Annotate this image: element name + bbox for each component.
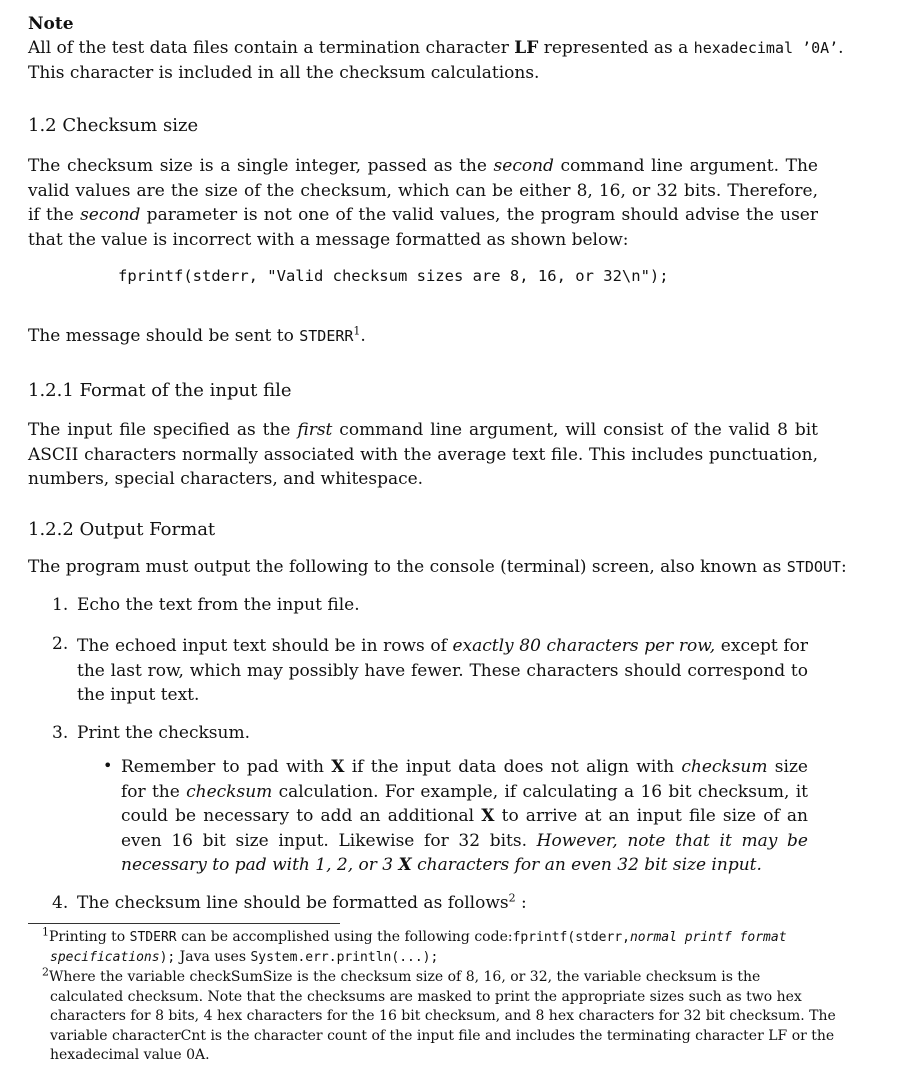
para-text: The echoed input text should be in rows of [77, 636, 453, 656]
footnote-divider [28, 923, 340, 924]
footnote-ref-2: 2 [508, 891, 516, 905]
footnote-text: Printing to [49, 929, 130, 945]
emph-second: second [493, 156, 554, 176]
output-intro [28, 557, 847, 577]
checksum-size-paragraph [28, 154, 818, 252]
para-text: except for the last row, which may possibly have fewer. These characters should correspond to the input text. [77, 636, 808, 705]
emph-second: second [80, 205, 141, 225]
para-text: to arrive at an input file size of an even 16 bit size input. Likewise for 32 bits. [121, 806, 808, 851]
footnote-text: Where the variable checkSumSize is the checksum size of 8, 16, or 32, the variable checksum is the calculated checksum. Note that the checksums are masked to print the appropriate sizes such as two hex characters for 8 bits, 4 hex characters for the 16 bit checksum, and 8 hex characters for 32 bit checksum. The variable characterCnt is the character count of the input file and includes the terminating character LF or the hexadecimal value 0A. [49, 969, 836, 1063]
input-file-paragraph [28, 418, 818, 492]
list-item-number: 1. [52, 595, 69, 615]
para-text: command line argument. The valid values are the size of the checksum, which can be either 8, 16, or 32 bits. Therefore, if the [28, 156, 818, 225]
x-char: X [481, 806, 495, 826]
footnote-1 [28, 925, 836, 967]
section-heading-1-2-1: 1.2.1 Format of the input file [28, 380, 292, 401]
list-item-text [77, 634, 808, 708]
lf-term: LF [514, 38, 539, 58]
code-snippet: ); [159, 949, 176, 965]
emph-checksum: checksum [186, 781, 273, 802]
footnote-2 [28, 965, 836, 1066]
para-text: The program must output the following to the console (terminal) screen, also known as [28, 557, 787, 577]
para-text: calculation. For example, if calculating a 16 bit checksum, it could be necessary to add an additional [121, 781, 808, 826]
note-text: represented as a [538, 38, 694, 58]
para-text: . [360, 326, 366, 346]
para-text: The checksum line should be formatted as follows [77, 893, 509, 913]
stdout-term: STDOUT [786, 558, 841, 576]
stderr-term: STDERR [299, 327, 354, 345]
list-item-number: 3. [52, 723, 69, 743]
x-char: X [331, 757, 345, 777]
para-text: : [515, 893, 527, 913]
list-item-text: Echo the text from the input file. [77, 595, 360, 615]
bullet-icon: • [103, 756, 113, 775]
padding-bullet-text [121, 755, 808, 878]
para-text: : [840, 557, 847, 577]
note-line-1 [28, 38, 844, 58]
section-heading-1-2-2: 1.2.2 Output Format [28, 519, 216, 540]
footnote-text: can be accomplished using the following code: [176, 929, 513, 945]
para-text: The message should be sent to [28, 326, 300, 346]
emph-80-chars: exactly 80 characters per row, [452, 636, 716, 656]
emph-checksum: checksum [681, 757, 768, 777]
list-item-number: 2. [52, 634, 69, 654]
x-char: X [398, 855, 412, 875]
stderr-term: STDERR [129, 930, 177, 945]
para-text: parameter is not one of the valid values, the program should advise the user that the value is incorrect with a message formatted as shown below: [28, 205, 818, 250]
hex-value: hexadecimal ’0A’ [693, 39, 839, 57]
note-line-2: This character is included in all the checksum calculations. [28, 63, 540, 83]
section-heading-1-2: 1.2 Checksum size [28, 115, 199, 136]
list-item-text: Print the checksum. [77, 723, 250, 743]
note-title: Note [28, 14, 74, 34]
code-snippet-italic: normal printf format specifications [50, 930, 787, 965]
code-line: fprintf(stderr, "Valid checksum sizes are 8, 16, or 32\n"); [118, 267, 669, 285]
para-text: if the input data does not align with [344, 757, 682, 777]
footnote-mark: 2 [42, 965, 49, 979]
code-snippet: System.err.println(...); [250, 949, 439, 965]
para-text: Remember to pad with [121, 757, 332, 777]
list-item-text [77, 893, 527, 913]
footnote-ref-1: 1 [353, 324, 361, 338]
para-text: size for the [121, 757, 808, 802]
stderr-sentence [28, 326, 366, 346]
footnote-mark: 1 [42, 925, 49, 939]
para-text: command line argument, will consist of the valid 8 bit ASCII characters normally associated with the average text file. This includes punctuation, numbers, special characters, and whitespace. [28, 420, 818, 489]
note-text: . [838, 38, 844, 58]
para-text: The input file specified as the [28, 420, 298, 440]
footnote-text: Java uses [175, 948, 251, 965]
note-text: All of the test data files contain a termination character [28, 38, 515, 58]
emph-padding-note: characters for an even 32 bit size input. [411, 855, 762, 875]
list-item-number: 4. [52, 893, 69, 913]
emph-first: first [297, 420, 333, 440]
emph-padding-note: However, note that it may be necessary to pad with 1, 2, or 3 [121, 830, 808, 875]
code-snippet: fprintf(stderr, [512, 930, 630, 945]
para-text: The checksum size is a single integer, passed as the [28, 156, 494, 176]
